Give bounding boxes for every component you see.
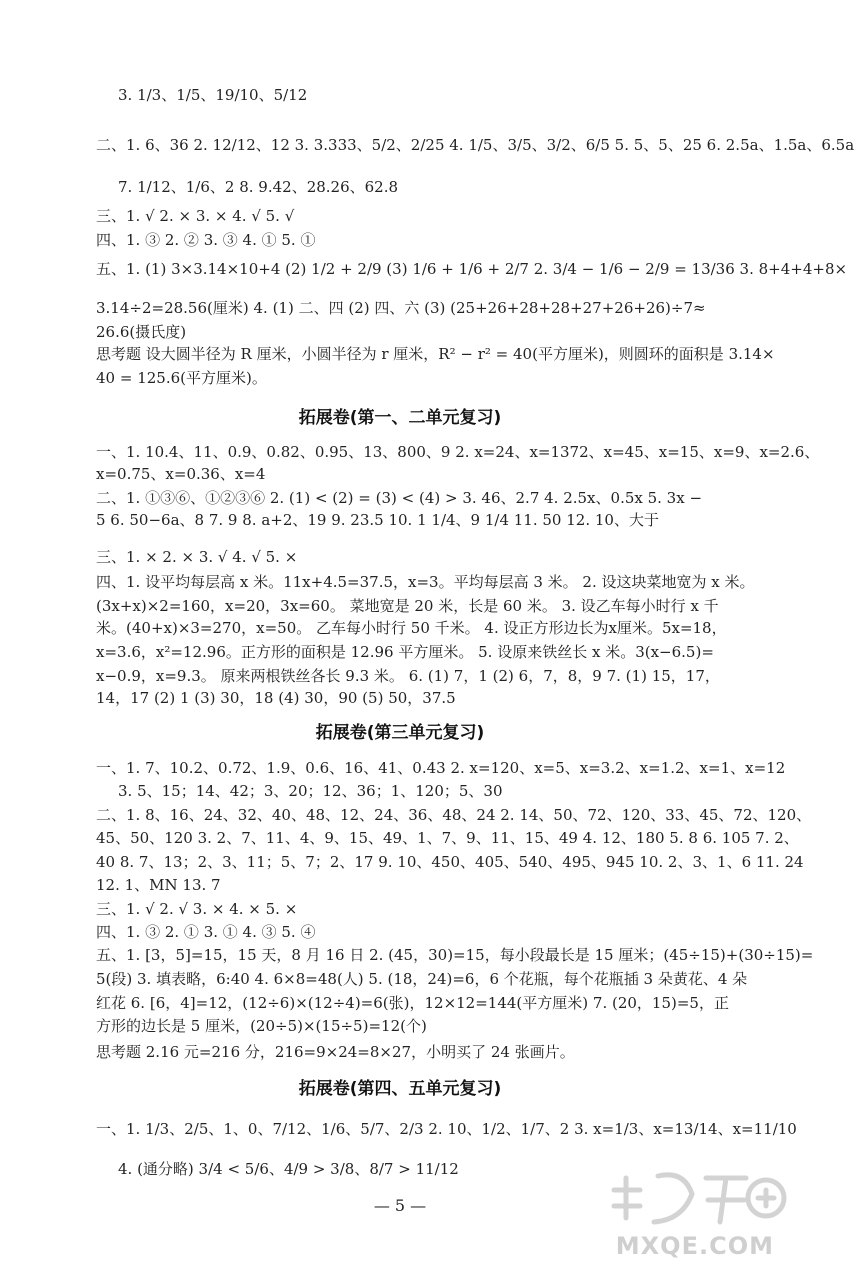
text-line: 40 8. 7、13；2、3、11；5、7；2、17 9. 10、450、405、540、495、945 10. 2、3、1、6 11. 24 [96, 853, 804, 871]
text-line: 二、1. 6、36 2. 12/12、12 3. 3.333、5/2、2/25 4. 1/5、3/5、3/2、6/5 5. 5、5、25 6. 2.5a、1.5a、6.5a [96, 136, 854, 154]
page-number: — 5 — [373, 1196, 427, 1215]
text-line: 四、1. ③ 2. ① 3. ① 4. ③ 5. ④ [96, 923, 316, 941]
text-line: 45、50、120 3. 2、7、11、4、9、15、49、1、7、9、11、15、49 4. 12、180 5. 8 6. 105 7. 2、 [96, 829, 799, 847]
text-line: 三、1. × 2. × 3. √ 4. √ 5. × [96, 548, 298, 566]
text-line: 14，17 (2) 1 (3) 30，18 (4) 30，90 (5) 50，37.5 [96, 689, 456, 707]
text-line: 一、1. 10.4、11、0.9、0.82、0.95、13、800、9 2. x=24、x=1372、x=45、x=15、x=9、x=2.6、 [96, 443, 820, 461]
text-line: 四、1. 设平均每层高 x 米。11x+4.5=37.5，x=3。平均每层高 3 米。 2. 设这块菜地宽为 x 米。 [96, 573, 755, 591]
text-line: 米。(40+x)×3=270，x=50。 乙车每小时行 50 千米。 4. 设正方形边长为x厘米。5x=18， [96, 619, 727, 637]
text-line: 5 6. 50−6a、8 7. 9 8. a+2、19 9. 23.5 10. 1 1/4、9 1/4 11. 50 12. 10、大于 [96, 511, 659, 529]
text-line: x=0.75、x=0.36、x=4 [96, 465, 266, 483]
text-line: 3. 5、15；14、42；3、20；12、36；1、120；5、30 [118, 782, 503, 800]
text-line: 7. 1/12、1/6、2 8. 9.42、28.26、62.8 [118, 178, 399, 196]
section-title: 拓展卷(第四、五单元复习) [298, 1079, 502, 1099]
text-line: 思考题 2.16 元=216 分，216=9×24=8×27，小明买了 24 张画片。 [96, 1043, 575, 1061]
text-line: 一、1. 1/3、2/5、1、0、7/12、1/6、5/7、2/3 2. 10、1/2、1/7、2 3. x=1/3、x=13/14、x=11/10 [96, 1120, 797, 1138]
text-line: x−0.9，x=9.3。 原来两根铁丝各长 9.3 米。 6. (1) 7，1 (2) 6，7，8，9 7. (1) 15，17， [96, 667, 720, 685]
text-line: 红花 6. [6，4]=12，(12÷6)×(12÷4)=6(张)，12×12=144(平方厘米) 7. (20，15)=5，正 [96, 994, 729, 1012]
text-line: 40 = 125.6(平方厘米)。 [96, 369, 267, 387]
section-title: 拓展卷(第一、二单元复习) [298, 408, 502, 428]
watermark-logo [596, 1160, 792, 1264]
text-line: 12. 1、MN 13. 7 [96, 876, 221, 894]
text-line: 方形的边长是 5 厘米，(20÷5)×(15÷5)=12(个) [96, 1017, 427, 1035]
text-line: 三、1. √ 2. × 3. × 4. √ 5. √ [96, 207, 295, 225]
text-line: 五、1. (1) 3×3.14×10+4 (2) 1/2 + 2/9 (3) 1/6 + 1/6 + 2/7 2. 3/4 − 1/6 − 2/9 = 13/36 3. 8+4+4+8× [96, 260, 848, 278]
text-line: 3. 1/3、1/5、19/10、5/12 [118, 86, 308, 104]
text-line: 二、1. ①③⑥、①②③⑥ 2. (1) < (2) = (3) < (4) > 3. 46、2.7 4. 2.5x、0.5x 5. 3x − [96, 489, 703, 507]
text-line: 思考题 设大圆半径为 R 厘米，小圆半径为 r 厘米，R² − r² = 40(平方厘米)，则圆环的面积是 3.14× [96, 345, 775, 363]
text-line: 一、1. 7、10.2、0.72、1.9、0.6、16、41、0.43 2. x=120、x=5、x=3.2、x=1.2、x=1、x=12 [96, 759, 786, 777]
text-line: 5(段) 3. 填表略，6:40 4. 6×8=48(人) 5. (18，24)=6，6 个花瓶，每个花瓶插 3 朵黄花、4 朵 [96, 970, 748, 988]
text-line: 四、1. ③ 2. ② 3. ③ 4. ① 5. ① [96, 231, 316, 249]
section-title: 拓展卷(第三单元复习) [315, 723, 485, 743]
text-line: 五、1. [3，5]=15，15 天，8 月 16 日 2. (45，30)=15，每小段最长是 15 厘米；(45÷15)+(30÷15)= [96, 946, 814, 964]
text-line: 二、1. 8、16、24、32、40、48、12、24、36、48、24 2. 14、50、72、120、33、45、72、120、 [96, 806, 812, 824]
text-line: 3.14÷2=28.56(厘米) 4. (1) 二、四 (2) 四、六 (3) (25+26+28+28+27+26+26)÷7≈ [96, 299, 706, 317]
text-line: 三、1. √ 2. √ 3. × 4. × 5. × [96, 900, 298, 918]
text-line: 26.6(摄氏度) [96, 323, 187, 341]
text-line: 4. (通分略) 3/4 < 5/6、4/9 > 3/8、8/7 > 11/12 [118, 1160, 459, 1178]
watermark-text: MXQE.COM [615, 1232, 774, 1260]
text-line: x=3.6，x²=12.96。正方形的面积是 12.96 平方厘米。 5. 设原来铁丝长 x 米。3(x−6.5)= [96, 643, 714, 661]
text-line: (3x+x)×2=160，x=20，3x=60。 菜地宽是 20 米，长是 60 米。 3. 设乙车每小时行 x 千 [96, 597, 719, 615]
